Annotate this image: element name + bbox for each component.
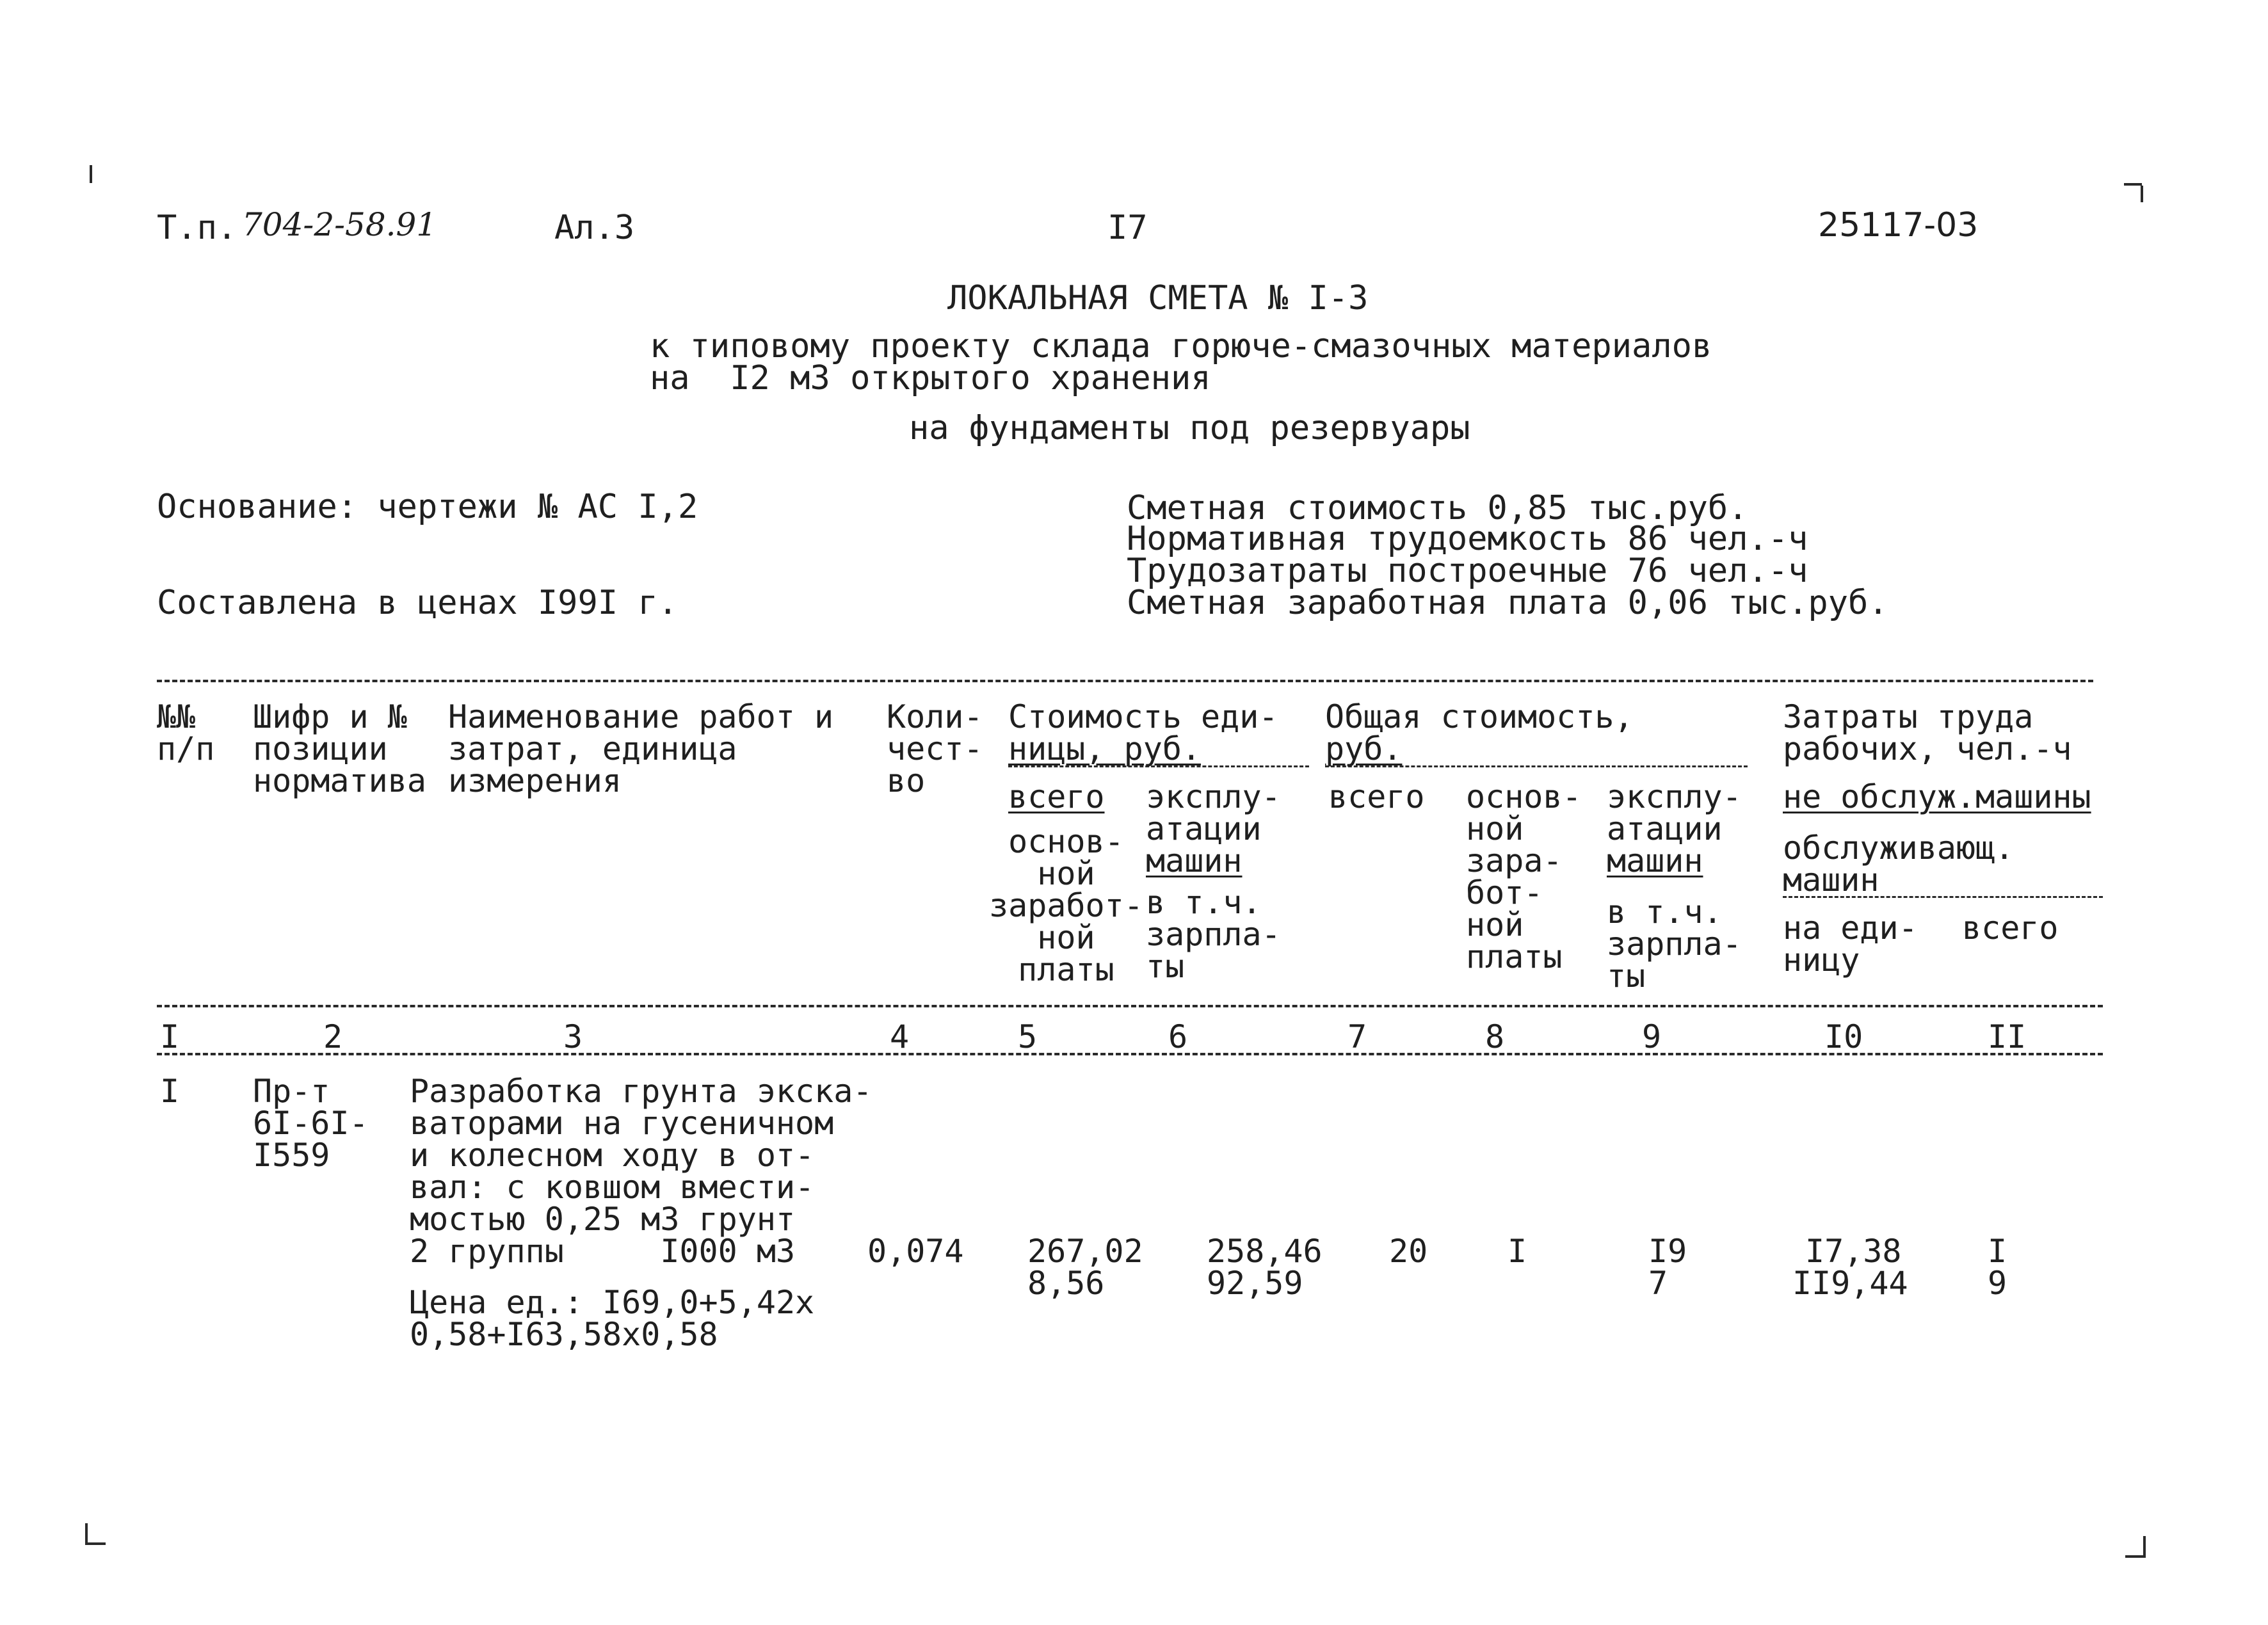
- header-total-cost: Общая стоимость,: [1325, 698, 1634, 735]
- col-number-4: 4: [890, 1018, 910, 1055]
- col-number-7: 7: [1347, 1018, 1367, 1055]
- header-unit-cost-2: ницы, руб.: [1008, 730, 1202, 767]
- header-uc-wage: основ- ной заработ- ной платы: [989, 823, 1143, 988]
- row-uc-total: 267,02: [1027, 1233, 1143, 1270]
- corner-mark-bottom-right: [2143, 1536, 2146, 1557]
- header-tc-wage: основ- ной зара- бот- ной платы: [1466, 778, 1582, 975]
- col-number-1: I: [160, 1018, 180, 1055]
- row-uc-wage: 8,56: [1027, 1265, 1105, 1302]
- col-number-11: II: [1988, 1018, 2027, 1055]
- col-number-3: 3: [563, 1018, 583, 1055]
- col-number-5: 5: [1018, 1018, 1038, 1055]
- row-labor-total-b: 9: [1988, 1265, 2007, 1302]
- corner-mark-top-left: [90, 165, 92, 183]
- row-labor-unit-b: II9,44: [1792, 1265, 1908, 1302]
- col-number-2: 2: [323, 1018, 343, 1055]
- row-price-note: Цена ед.: I69,0+5,42х 0,58+I63,58х0,58: [410, 1284, 815, 1353]
- header-row-number: №№ п/п: [157, 698, 215, 767]
- title-line-1: к типовому проекту склада горюче-смазочных материалов: [650, 327, 1712, 365]
- row-labor-total-a: I: [1988, 1233, 2007, 1270]
- row-labor-unit-a: I7,38: [1805, 1233, 1902, 1270]
- header-labor-per-unit: на еди- ницу: [1783, 909, 1918, 979]
- header-tc-machines-2: машин: [1607, 842, 1703, 879]
- header-uc-machine-wage: в т.ч. зарпла- ты: [1146, 884, 1281, 985]
- basis-text: Основание: чертежи № АС I,2: [157, 488, 698, 526]
- row-tc-machines: I9: [1648, 1233, 1687, 1270]
- header-tc-total: всего: [1328, 778, 1425, 815]
- col-number-10: I0: [1824, 1018, 1863, 1055]
- header-uc-machines: эксплу- атации: [1146, 778, 1281, 847]
- col-number-8: 8: [1485, 1018, 1505, 1055]
- page-number: I7: [1107, 209, 1148, 247]
- row-number: I: [160, 1073, 180, 1110]
- tp-label: Т.п.: [157, 209, 237, 247]
- header-labor-total: всего: [1962, 909, 2059, 947]
- header-name: Наименование работ и затрат, единица измерения: [448, 698, 834, 799]
- row-name: Разработка грунта экска- ваторами на гусеничном и колесном ходу в от- вал: с ковшом вмести- мостью 0,25 м3 грунт 2 группы I000 м3: [410, 1073, 873, 1270]
- header-labor-serving-2: машин: [1783, 861, 1879, 899]
- estimate-cost: Сметная стоимость 0,85 тыс.руб.: [1127, 489, 1748, 527]
- header-uc-machines-2: машин: [1146, 842, 1243, 879]
- row-uc-machine-wage: 92,59: [1207, 1265, 1303, 1302]
- page-title: ЛОКАЛЬНАЯ СМЕТА № I-3: [947, 279, 1369, 317]
- normative-labor: Нормативная трудоемкость 86 чел.-ч: [1127, 520, 1808, 558]
- header-labor-serving: обслуживающ.: [1783, 829, 2015, 867]
- album-label: Ал.3: [554, 209, 635, 247]
- prices-text: Составлена в ценах I99I г.: [157, 584, 678, 622]
- header-total-cost-2: руб.: [1325, 730, 1403, 767]
- doc-code: 25117-03: [1818, 206, 1979, 244]
- header-code: Шифр и № позиции норматива: [253, 698, 426, 799]
- corner-mark-bottom-right-h: [2125, 1555, 2146, 1558]
- row-quantity: 0,074: [867, 1233, 964, 1270]
- corner-mark-top-right: [2124, 183, 2142, 186]
- corner-mark-top-right-v: [2141, 186, 2143, 202]
- header-quantity: Коли- чест- во: [887, 698, 983, 799]
- header-tc-machine-wage: в т.ч. зарпла- ты: [1607, 893, 1742, 995]
- header-labor-not-serving: не обслуж.машины: [1783, 778, 2091, 815]
- tp-number-handwritten: 704-2-58.91: [242, 206, 437, 243]
- title-line-3: на фундаменты под резервуары: [909, 409, 1470, 447]
- header-uc-total: всего: [1008, 778, 1105, 815]
- row-tc-wage: I: [1508, 1233, 1527, 1270]
- corner-mark-bottom-left: [85, 1523, 88, 1544]
- site-labor: Трудозатраты построечные 76 чел.-ч: [1127, 552, 1808, 590]
- row-tc-total: 20: [1389, 1233, 1428, 1270]
- title-line-2: на I2 м3 открытого хранения: [650, 359, 1211, 397]
- col-number-9: 9: [1642, 1018, 1662, 1055]
- row-code: Пр-т 6I-6I- I559: [253, 1073, 369, 1174]
- estimate-wage: Сметная заработная плата 0,06 тыс.руб.: [1127, 584, 1888, 622]
- header-bottom-rule: [157, 1005, 2103, 1007]
- col-number-6: 6: [1168, 1018, 1188, 1055]
- col-numbers-bottom-rule: [157, 1053, 2103, 1055]
- header-labor: Затраты труда рабочих, чел.-ч: [1783, 698, 2072, 767]
- corner-mark-bottom-left-h: [85, 1542, 106, 1545]
- header-unit-cost: Стоимость еди-: [1008, 698, 1278, 735]
- row-tc-machine-wage: 7: [1648, 1265, 1668, 1302]
- row-uc-machines: 258,46: [1207, 1233, 1323, 1270]
- table-top-rule: [157, 680, 2093, 682]
- header-tc-machines: эксплу- атации: [1607, 778, 1742, 847]
